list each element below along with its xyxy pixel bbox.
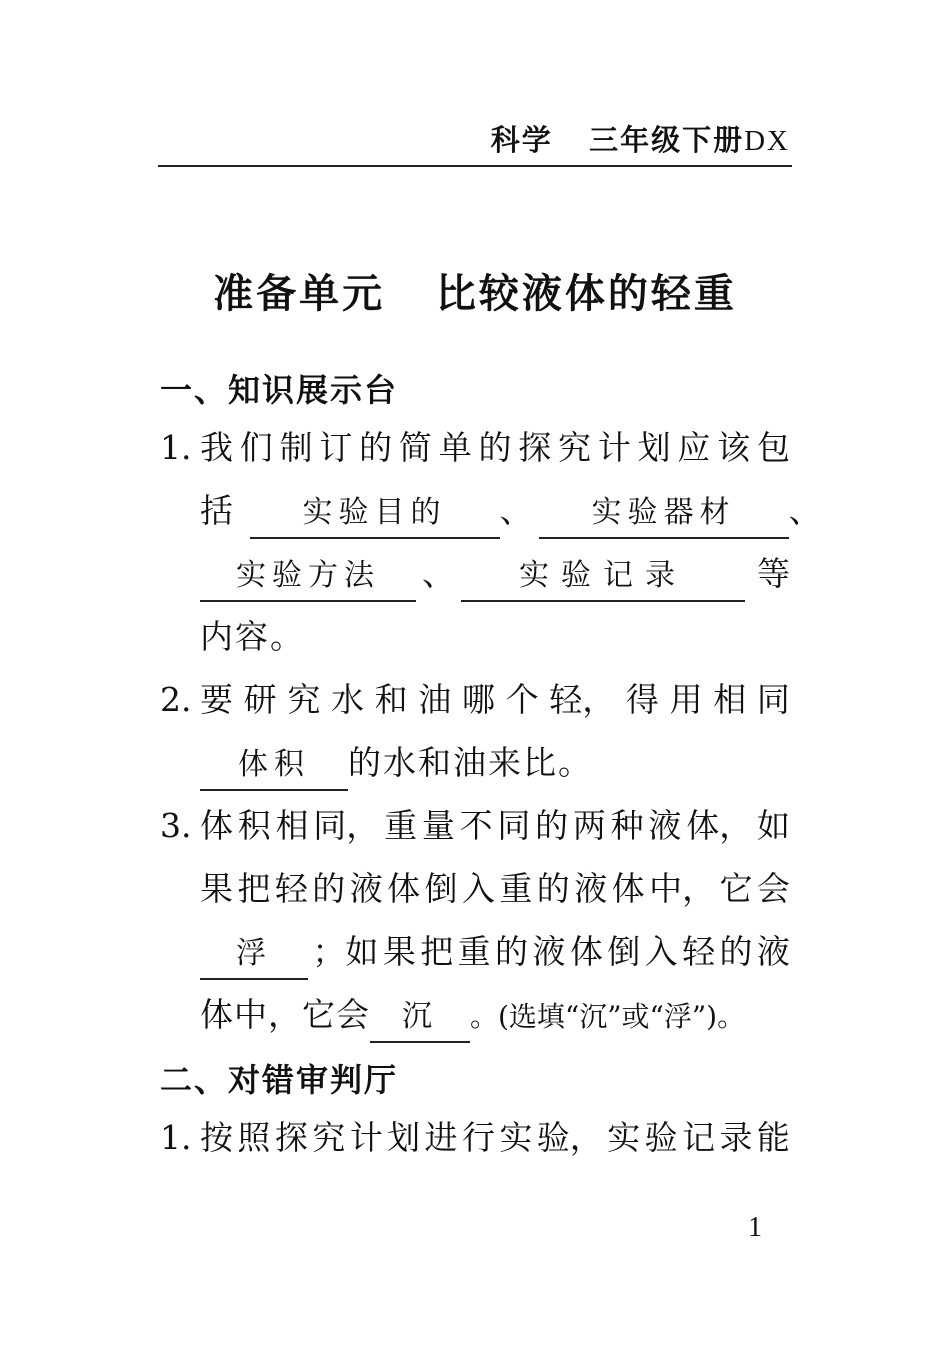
q3-line-1: 体 积 相 同， 重 量 不 同 的 两 种 液 体， 如 [200, 806, 790, 845]
page-number: 1 [748, 1212, 762, 1243]
answer-blank-2: 实验器材 [539, 491, 789, 539]
q2-line-2: 体积 的水和油来比。 [200, 738, 593, 788]
section-heading-knowledge: 一、知识展示台 [160, 371, 399, 409]
q1-line-2: 括 实验目的 、 实验器材 、 [200, 486, 822, 536]
question-3-number: 3. [160, 806, 192, 845]
header-edition: DX [744, 125, 790, 157]
q3-line-2: 果 把 轻 的 液 体 倒 入 重 的 液 体 中， 它 会 [200, 869, 790, 908]
running-header [491, 118, 790, 159]
header-divider [158, 165, 792, 167]
page-title [0, 262, 950, 319]
q1-line-1: 我 们 制 订 的 简 单 的 探 究 计 划 应 该 包 [200, 428, 790, 467]
header-grade: 三年级下册 [589, 123, 745, 157]
question-1-number: 1. [160, 428, 192, 467]
answer-blank-float: 浮 [200, 932, 308, 980]
section-heading-judgement: 二、对错审判厅 [160, 1061, 399, 1099]
q1-line-4: 内容。 [200, 617, 305, 656]
section2-question-1-number: 1. [160, 1118, 192, 1157]
q2-line-1: 要 研 究 水 和 油 哪 个 轻， 得 用 相 同 [200, 680, 790, 719]
answer-blank-1: 实验目的 [250, 491, 500, 539]
answer-blank-sink: 沉 [370, 995, 470, 1043]
s2-q1-line-1: 按 照 探 究 计 划 进 行 实 验， 实 验 记 录 能 [200, 1118, 790, 1157]
answer-blank-3: 实验方法 [200, 554, 416, 602]
unit-name: 比较液体的轻重 [435, 271, 737, 317]
q3-line-3: 浮 ；如 果 把 重 的 液 体 倒 入 轻 的 液 [200, 927, 790, 977]
q3-line-4: 体中，它会 沉 。(选填“沉”或“浮”)。 [200, 990, 790, 1040]
question-2-number: 2. [160, 680, 192, 719]
header-subject: 科学 [490, 123, 553, 157]
unit-label: 准备单元 [213, 271, 386, 317]
answer-blank-4: 实验记录 [461, 554, 745, 602]
answer-blank-volume: 体积 [200, 743, 348, 791]
q1-line-3: 实验方法 、 实验记录 等 [200, 549, 790, 599]
